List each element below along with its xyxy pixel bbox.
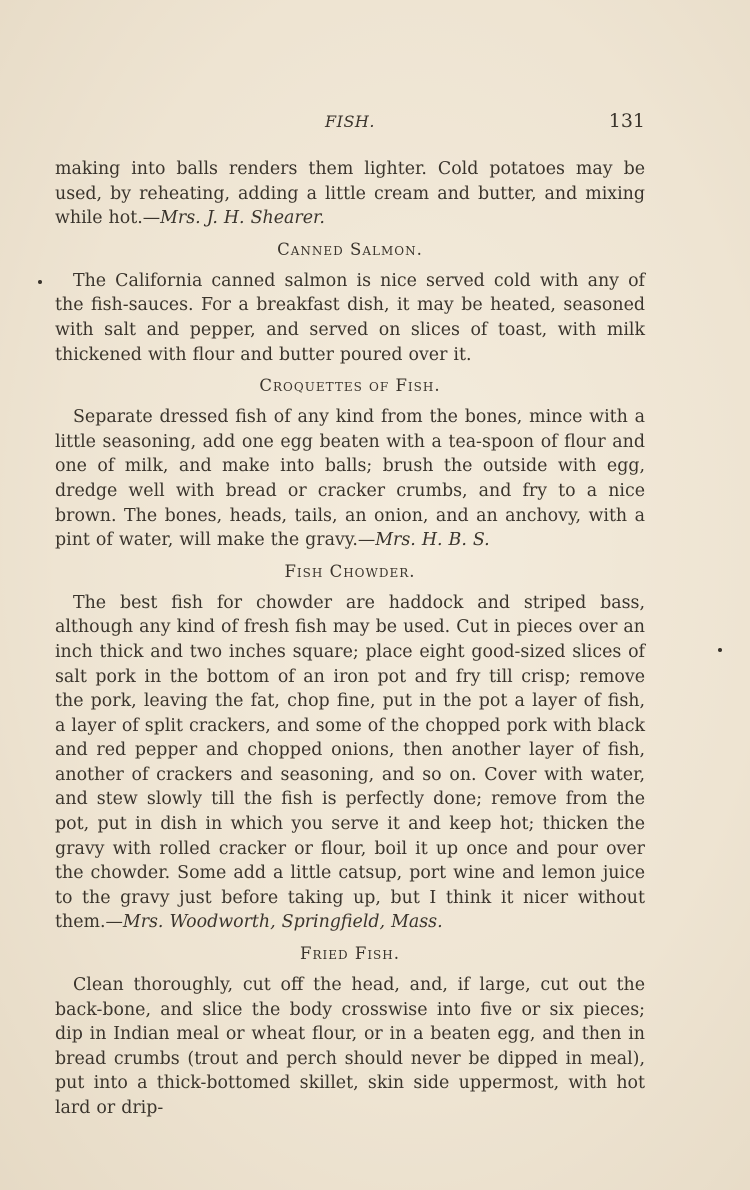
continuation-paragraph (55, 157, 645, 231)
paragraph-text: The best fish for chowder are haddock and striped bass, although any kind of fresh fish may be used. Cut in pieces over an inch thick and two inches square; place eight good-sized slices of salt pork in the bottom of an iron pot and fry till crisp; remove the pork, leaving the fat, chop fine, put in the pot a layer of fish, a layer of split crackers, and some of the chopped pork with black and red pepper and chopped onions, then another layer of fish, another of crackers and seasoning, and so on. Cover with water, and stew slowly till the fish is perfectly done; remove from the pot, put in dish in which you serve it and keep hot; thicken the gravy with rolled cracker or flour, boil it up once and pour over the chowder. Some add a little catsup, port wine and lemon juice to the gravy just before taking up, but I think it nicer without them.— (55, 592, 645, 933)
running-head (55, 110, 645, 136)
paragraph-text: Separate dressed fish of any kind from the bones, mince with a little seasoning, add one egg beaten with a tea-spoon of flour and one of milk, and make into balls; brush the outside with egg, dredge well with bread or cracker crumbs, and fry to a nice brown. The bones, heads, tails, an onion, and an anchovy, with a pint of water, will make the gravy.— (55, 407, 645, 551)
attribution: Mrs. Woodworth, Springfield, Mass. (122, 912, 443, 933)
page-body (55, 157, 645, 1121)
recipe-title-fish-chowder: Fish Chowder. (284, 561, 416, 581)
paragraph-text: making into balls renders them lighter. Cold potatoes may be used, by reheating, adding a little cream and butter, and mixing while hot.— (55, 159, 645, 229)
ink-speck (38, 280, 42, 284)
attribution: Mrs. H. B. S. (375, 530, 490, 551)
recipe-text-fried-fish: Clean thoroughly, cut off the head, and, if large, cut out the back-bone, and slice the body crosswise into five or six pieces; dip in Indian meal or wheat flour, or in a beaten egg, and then in bread crumbs (trout and perch should never be dipped in meal), put into a thick-bottomed skillet, skin side uppermost, with hot lard or drip- (55, 975, 645, 1118)
attribution: Mrs. J. H. Shearer. (160, 208, 325, 229)
recipe-title-canned-salmon: Canned Salmon. (277, 239, 423, 259)
recipe-title-fried-fish: Fried Fish. (300, 944, 400, 964)
recipe-body-fish-chowder (55, 591, 645, 935)
recipe-text-canned-salmon: The California canned salmon is nice served cold with any of the fish-sauces. For a breakfast dish, it may be heated, seasoned with salt and pepper, and served on slices of toast, with milk thickened with flour and butter poured over it. (55, 270, 645, 365)
recipe-title-croquettes-of-fish: Croquettes of Fish. (259, 376, 441, 396)
recipe-body-croquettes-of-fish (55, 405, 645, 553)
page-number: 131 (608, 110, 645, 132)
running-title: FISH. (325, 112, 375, 131)
ink-speck (718, 648, 722, 652)
